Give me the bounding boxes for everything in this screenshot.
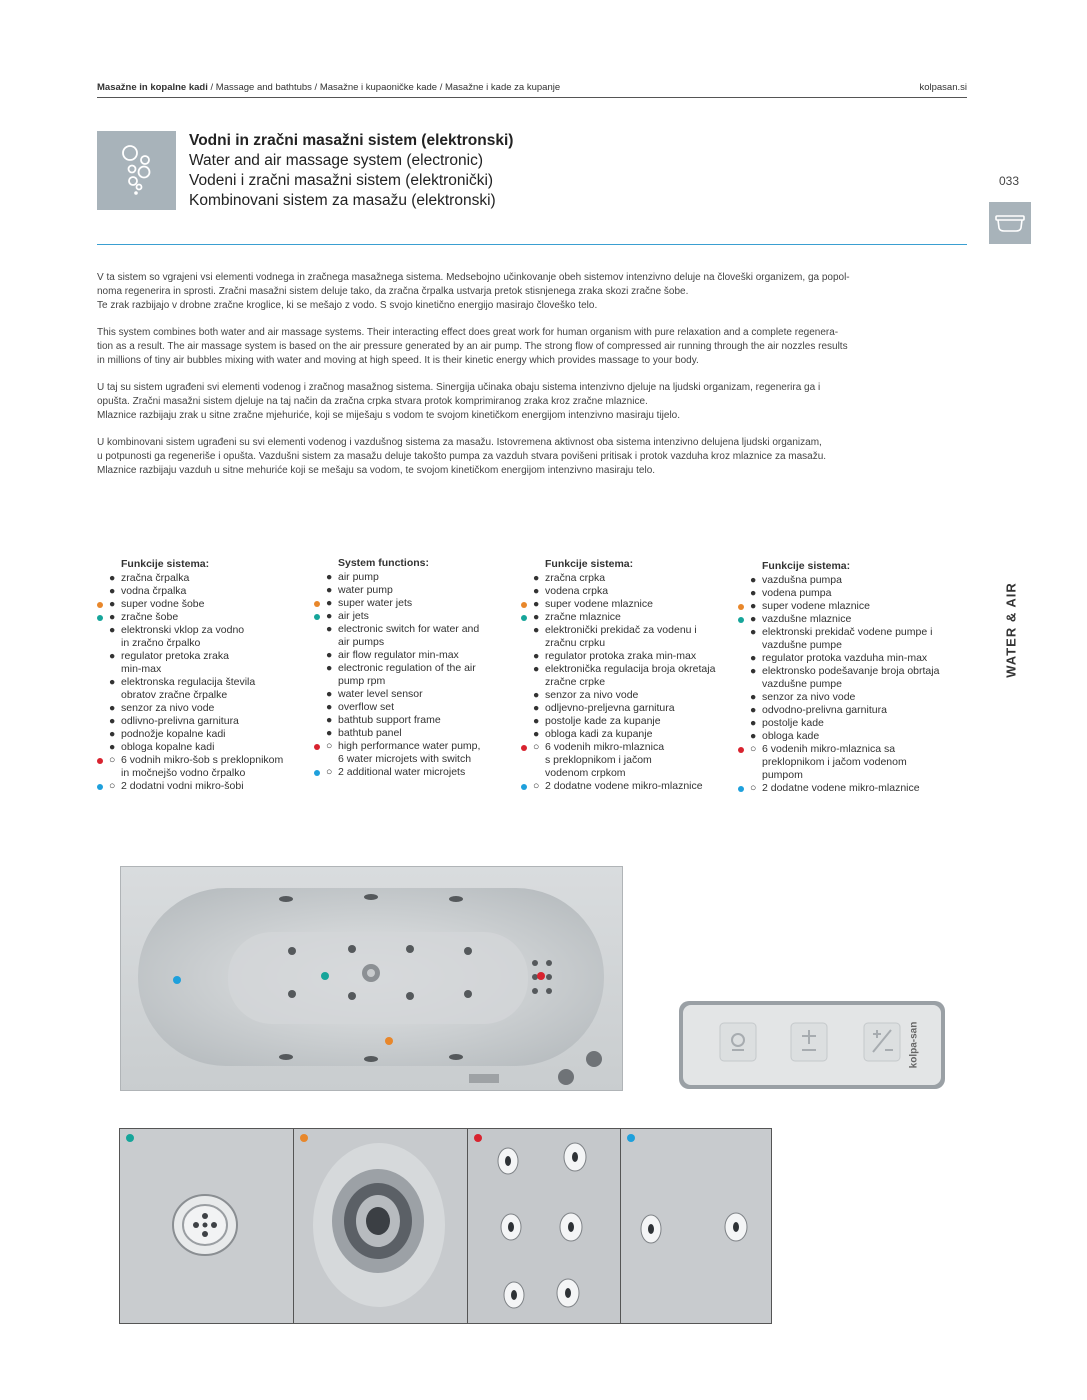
function-item (326, 571, 516, 584)
function-item (750, 613, 962, 626)
color-marker-dot (738, 617, 744, 623)
color-marker-dot (97, 758, 103, 764)
paragraph-line: u potpunosti ga regeneriše i opušta. Vazdušni sistem za masažu deluje takošto pumpa za vazduh stvara povišeni pritisak i protok vazduha kroz mlaznice za masažu. (97, 450, 827, 462)
function-item-line: zračna črpalka (121, 572, 190, 584)
function-item (750, 600, 962, 613)
paragraph-line: Mlaznice razbijaju vazduh u sitne mehuriće koji se mešaju sa vodom, te svojom kinetičkom energijom intenzivno masiraju telo. (97, 464, 656, 476)
function-item-line: overflow set (338, 701, 395, 713)
function-item-line: elektronski prekidač vodene pumpe i (762, 626, 933, 638)
function-item-line: odlivno-prelivna garnitura (121, 715, 239, 727)
function-item-line: 2 dodatni vodni mikro-šobi (121, 780, 244, 792)
function-item-line: air jets (338, 610, 369, 622)
function-item (750, 626, 962, 652)
function-item-line: zračne mlaznice (545, 611, 621, 623)
super-water-jet-marker (385, 1037, 393, 1045)
function-item-line: min-max (121, 663, 162, 675)
function-item-line: super vodene mlaznice (545, 598, 653, 610)
function-item-line: water level sensor (338, 688, 423, 700)
function-item-line: super vodne šobe (121, 598, 205, 610)
function-item-line: vodena pumpa (762, 587, 832, 599)
bullet: ● (109, 598, 116, 610)
function-item-line: zračne crpke (545, 676, 606, 688)
function-item (326, 597, 516, 610)
bullet: ○ (326, 740, 333, 752)
function-item (109, 741, 316, 754)
description-slovenian (97, 271, 969, 312)
description-serbian (97, 436, 969, 477)
bullet: ○ (109, 754, 116, 766)
bullet: ● (326, 662, 333, 674)
function-item (533, 702, 735, 715)
function-item-line: vodena crpka (545, 585, 609, 597)
function-item-line: senzor za nivo vode (121, 702, 215, 714)
function-item-line: bathtub panel (338, 727, 402, 739)
header-divider (97, 97, 967, 98)
function-item (750, 574, 962, 587)
function-item (533, 611, 735, 624)
bubbles-icon (97, 131, 176, 210)
function-item (109, 598, 316, 611)
color-marker-dot (738, 604, 744, 610)
function-item (533, 598, 735, 611)
additional-micro-jets-color-marker (627, 1134, 635, 1142)
description-croatian (97, 381, 969, 422)
color-marker-dot (521, 745, 527, 751)
function-item-line: elektronsko podešavanje broja obrtaja (762, 665, 940, 677)
function-item-line: senzor za nivo vode (545, 689, 639, 701)
function-item (750, 652, 962, 665)
bullet: ● (326, 623, 333, 635)
micro-jet-marker (173, 976, 181, 984)
function-item-line: obloga kopalne kadi (121, 741, 215, 753)
function-item-line: high performance water pump, (338, 740, 481, 752)
bullet: ● (750, 587, 757, 599)
category-side-label: WATER & AIR (1003, 582, 1019, 678)
function-item (109, 702, 316, 715)
bullet: ● (109, 702, 116, 714)
air-jet-marker (321, 972, 329, 980)
bullet: ● (326, 688, 333, 700)
paragraph-line: Te zrak razbijajo v drobne zračne kroglice, ki se mešajo z vodo. S svojo kinetično energijo masirajo človeško telo. (97, 299, 598, 311)
function-item (750, 717, 962, 730)
breadcrumb-trail: / Massage and bathtubs / Masažne i kupaoničke kade / Masažne i kade za kupanje (207, 82, 561, 93)
function-item (109, 754, 316, 780)
bullet: ● (533, 663, 540, 675)
paragraph-line: tion as a result. The air massage system is based on the air pressure generated by an air pump. The strong flow of compressed air running through the air nozzles results (97, 340, 848, 352)
function-item (326, 584, 516, 597)
bullet: ● (750, 613, 757, 625)
function-item (750, 704, 962, 717)
functions-list-serbian (750, 560, 962, 795)
bullet: ● (750, 652, 757, 664)
bullet: ○ (750, 782, 757, 794)
function-item-line: air flow regulator min-max (338, 649, 459, 661)
function-item-line: super vodene mlaznice (762, 600, 870, 612)
function-item (326, 610, 516, 623)
function-item-line: odvodno-prelivna garnitura (762, 704, 887, 716)
bullet: ○ (533, 780, 540, 792)
color-marker-dot (521, 602, 527, 608)
function-item (109, 611, 316, 624)
function-item (533, 572, 735, 585)
paragraph-line: opušta. Zračni masažni sistem djeluje na taj način da zračna crpka stvara protok komprimiranog zraka kroz zračne mlaznice. (97, 395, 648, 407)
function-item (326, 740, 516, 766)
paragraph-line: noma regenerira in sprosti. Zračni masažni sistem deluje tako, da zračna črpalka ustvarja pretok stisnjenega zraka skozi zračne šobe. (97, 285, 689, 297)
color-marker-dot (97, 615, 103, 621)
function-item-line: elektronički prekidač za vodenu i (545, 624, 697, 636)
paragraph-line: U kombinovani sistem ugrađeni su svi elementi vodenog i vazdušnog sistema za masažu. Istovremena aktivnost oba sistema intenzivno delujena ljudski organizam, (97, 437, 822, 448)
title-croatian: Vodeni i zračni masažni sistem (elektronički) (189, 172, 494, 189)
page-number: 033 (999, 174, 1020, 188)
bullet: ● (533, 611, 540, 623)
function-item-line: vazdušne mlaznice (762, 613, 852, 625)
function-item (750, 691, 962, 704)
bullet: ● (750, 704, 757, 716)
control-panel-brand: kolpa-san (908, 1021, 920, 1069)
function-item (109, 780, 316, 793)
bullet: ○ (326, 766, 333, 778)
bullet: ● (326, 610, 333, 622)
paragraph-line: U taj su sistem ugrađeni svi elementi vodenog i zračnog masažnog sistema. Sinergija učinaka obaju sistema intenzivno djeluje na ljudski organizam, regenerira ga i (97, 382, 821, 393)
function-item (533, 741, 735, 780)
function-item (109, 572, 316, 585)
bullet: ● (109, 585, 116, 597)
super-water-jet-detail-photo (293, 1128, 468, 1324)
bullet: ○ (109, 780, 116, 792)
function-item-line: zračnu crpku (545, 637, 606, 649)
bullet: ● (750, 600, 757, 612)
bullet: ● (533, 624, 540, 636)
bullet: ● (109, 741, 116, 753)
color-marker-dot (738, 786, 744, 792)
function-item-line: 6 vodenih mikro-mlaznica sa (762, 743, 896, 755)
function-item-line: s preklopnikom i jačom (545, 754, 652, 766)
function-item (326, 662, 516, 688)
color-marker-dot (521, 615, 527, 621)
bullet: ● (533, 598, 540, 610)
paragraph-line: Mlaznice razbijaju zrak u sitne zračne mjehuriće, koji se miješaju s vodom te svojom kinetičkom energijom intenzivno masiraju tijelo. (97, 409, 681, 421)
title-divider (97, 244, 967, 245)
function-item-line: vodna črpalka (121, 585, 187, 597)
function-item-line: in zračno črpalko (121, 637, 201, 649)
function-item-line: obloga kadi za kupanje (545, 728, 653, 740)
function-item (109, 624, 316, 650)
function-item-line: vazdušne pumpe (762, 678, 842, 690)
function-item-line: 6 vodnih mikro-šob s preklopnikom (121, 754, 284, 766)
function-item (109, 728, 316, 741)
function-item (326, 623, 516, 649)
bullet: ● (533, 689, 540, 701)
bullet: ● (109, 715, 116, 727)
function-item-line: obloga kade (762, 730, 820, 742)
control-panel-photo (678, 1000, 946, 1090)
paragraph-line: in millions of tiny air bubbles mixing with water and moving at high speed. It is their kinetic energy which provides massage to your body. (97, 354, 699, 366)
function-item (533, 728, 735, 741)
function-item-line: 2 additional water microjets (338, 766, 466, 778)
function-item-line: elektronička regulacija broja okretaja (545, 663, 716, 675)
title-serbian: Kombinovani sistem za masažu (elektronski) (189, 192, 496, 209)
title-slovenian: Vodni in zračni masažni sistem (elektronski) (189, 132, 514, 149)
paragraph-line: V ta sistem so vgrajeni vsi elementi vodnega in zračnega masažnega sistema. Medsebojno učinkovanje obeh sistemov intenzivno deluje na človeški organizem, ga popol- (97, 272, 850, 283)
functions-items (326, 571, 516, 779)
functions-heading: Funkcije sistema: (762, 560, 851, 572)
function-item-line: zračna crpka (545, 572, 606, 584)
function-item-line: air pumps (338, 636, 385, 648)
function-item (533, 715, 735, 728)
bullet: ● (750, 665, 757, 677)
function-item (533, 585, 735, 598)
function-item (109, 676, 316, 702)
bullet: ● (326, 584, 333, 596)
bullet: ● (533, 702, 540, 714)
function-item (326, 727, 516, 740)
function-item (109, 715, 316, 728)
bullet: ● (533, 572, 540, 584)
function-item-line: preklopnikom i jačom vodenom (762, 756, 907, 768)
bathtub-top-view-photo (120, 866, 623, 1091)
bullet: ● (109, 572, 116, 584)
function-item-line: in močnejšo vodno črpalko (121, 767, 246, 779)
bullet: ● (533, 728, 540, 740)
bullet: ● (533, 715, 540, 727)
function-item (750, 587, 962, 600)
bullet: ● (109, 624, 116, 636)
color-marker-dot (738, 747, 744, 753)
function-item-line: vodenom crpkom (545, 767, 626, 779)
bullet: ● (109, 728, 116, 740)
function-item-line: zračne šobe (121, 611, 179, 623)
breadcrumb-category: Masažne in kopalne kadi (97, 82, 208, 93)
air-jet-color-marker (126, 1134, 134, 1142)
function-item (750, 782, 962, 795)
bullet: ● (326, 649, 333, 661)
bullet: ● (109, 611, 116, 623)
bullet: ○ (750, 743, 757, 755)
function-item-line: pumpom (762, 769, 803, 781)
color-marker-dot (314, 744, 320, 750)
function-item (750, 730, 962, 743)
bullet: ○ (533, 741, 540, 753)
super-water-jet-color-marker (300, 1134, 308, 1142)
color-marker-dot (521, 784, 527, 790)
bullet: ● (533, 585, 540, 597)
color-marker-dot (97, 784, 103, 790)
function-item-line: postolje kade (762, 717, 824, 729)
function-item (326, 766, 516, 779)
function-item (533, 624, 735, 650)
function-item-line: 2 dodatne vodene mikro-mlaznice (545, 780, 703, 792)
additional-micro-jets-detail-photo (620, 1128, 772, 1324)
function-item-line: super water jets (338, 597, 413, 609)
functions-items (109, 572, 316, 793)
function-item (533, 689, 735, 702)
bullet: ● (326, 714, 333, 726)
functions-heading: System functions: (338, 557, 430, 569)
function-item (326, 714, 516, 727)
function-item-line: electronic regulation of the air (338, 662, 476, 674)
function-item-line: pump rpm (338, 675, 386, 687)
bullet: ● (326, 597, 333, 609)
function-item-line: odljevno-preljevna garnitura (545, 702, 675, 714)
function-item (533, 650, 735, 663)
function-item (533, 780, 735, 793)
functions-list-croatian (533, 558, 735, 793)
function-item (326, 701, 516, 714)
function-item-line: 6 water microjets with switch (338, 753, 472, 765)
function-item (326, 649, 516, 662)
bullet: ● (533, 650, 540, 662)
air-jet-detail-photo (119, 1128, 294, 1324)
bullet: ● (326, 571, 333, 583)
function-item (109, 585, 316, 598)
function-item-line: postolje kade za kupanje (545, 715, 661, 727)
function-item-line: regulator protoka zraka min-max (545, 650, 697, 662)
function-item-line: bathtub support frame (338, 714, 441, 726)
function-item (533, 663, 735, 689)
micro-jets-with-switch-detail-photo (467, 1128, 621, 1324)
description-english (97, 326, 969, 367)
color-marker-dot (314, 770, 320, 776)
switch-micro-jet-marker (537, 972, 545, 980)
bullet: ● (750, 626, 757, 638)
function-item-line: air pump (338, 571, 379, 583)
functions-heading: Funkcije sistema: (121, 558, 210, 570)
bullet: ● (326, 727, 333, 739)
function-item-line: 2 dodatne vodene mikro-mlaznice (762, 782, 920, 794)
color-marker-dot (314, 614, 320, 620)
function-item-line: vazdušne pumpe (762, 639, 842, 651)
bullet: ● (750, 691, 757, 703)
function-item-line: podnožje kopalne kadi (121, 728, 226, 740)
functions-items (533, 572, 735, 793)
bullet: ● (750, 574, 757, 586)
function-item-line: senzor za nivo vode (762, 691, 856, 703)
functions-list-english (326, 557, 516, 779)
micro-jets-color-marker (474, 1134, 482, 1142)
function-item-line: regulator pretoka zraka (121, 650, 229, 662)
function-item-line: elektronski vklop za vodno (121, 624, 245, 636)
function-item-line: water pump (338, 584, 393, 596)
function-item-line: elektronska regulacija števila (121, 676, 256, 688)
function-item (326, 688, 516, 701)
functions-items (750, 574, 962, 795)
function-item-line: obratov zračne črpalke (121, 689, 228, 701)
bullet: ● (109, 650, 116, 662)
function-item-line: regulator protoka vazduha min-max (762, 652, 928, 664)
bathtub-icon (989, 202, 1031, 244)
bullet: ● (109, 676, 116, 688)
breadcrumb (97, 82, 560, 93)
bullet: ● (750, 717, 757, 729)
function-item-line: electronic switch for water and (338, 623, 480, 635)
bullet: ● (750, 730, 757, 742)
title-english: Water and air massage system (electronic) (189, 152, 484, 169)
color-marker-dot (97, 602, 103, 608)
section-titles (189, 131, 513, 211)
function-item (109, 650, 316, 676)
function-item-line: 6 vodenih mikro-mlaznica (545, 741, 665, 753)
paragraph-line: This system combines both water and air massage systems. Their interacting effect does great work for human organism with pure relaxation and a complete regenera- (97, 327, 839, 338)
function-item (750, 665, 962, 691)
color-marker-dot (314, 601, 320, 607)
functions-heading: Funkcije sistema: (545, 558, 634, 570)
bullet: ● (326, 701, 333, 713)
site-link[interactable]: kolpasan.si (919, 82, 967, 93)
function-item (750, 743, 962, 782)
functions-list-slovenian (109, 558, 316, 793)
function-item-line: vazdušna pumpa (762, 574, 842, 586)
